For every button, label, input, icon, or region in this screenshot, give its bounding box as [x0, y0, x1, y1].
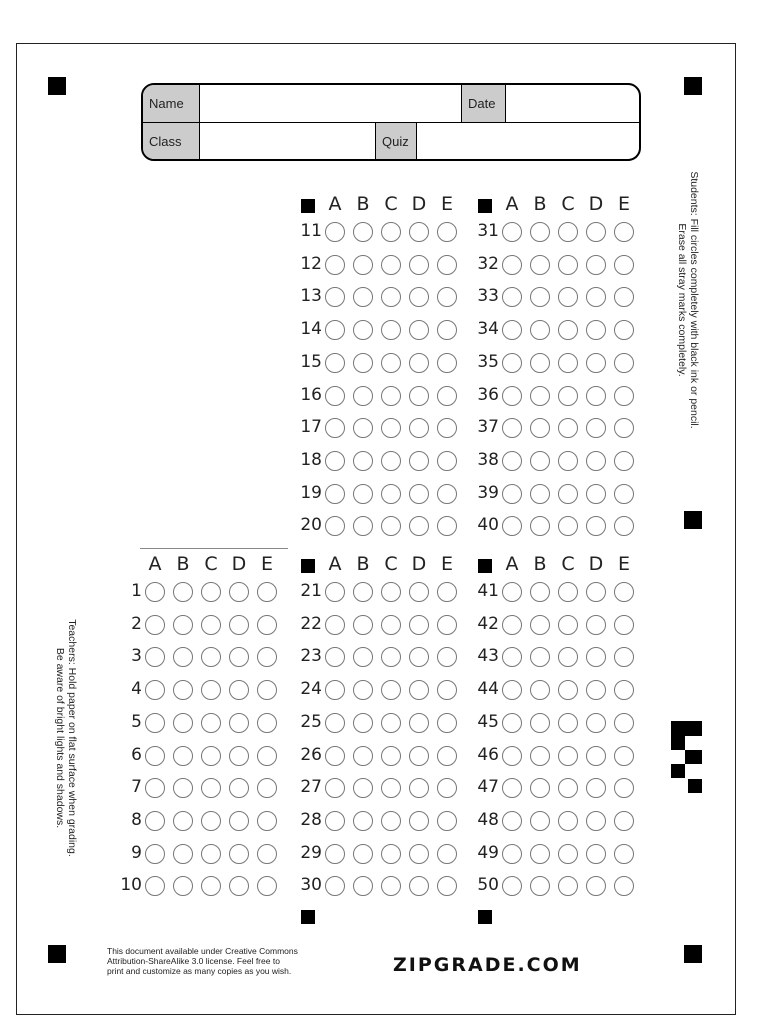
answer-bubble-q32-d[interactable]	[586, 255, 606, 275]
teacher-instructions-line: Be aware of bright lights and shadows.	[54, 647, 66, 829]
answer-bubble-q6-d[interactable]	[229, 746, 249, 766]
license-line: Attribution-ShareAlike 3.0 license. Feel free to	[107, 956, 280, 966]
choice-header-b: B	[176, 553, 190, 575]
choice-header-d: D	[588, 553, 604, 575]
answer-bubble-q25-d[interactable]	[409, 713, 429, 733]
answer-bubble-q39-e[interactable]	[614, 484, 634, 504]
answer-bubble-q42-a[interactable]	[502, 615, 522, 635]
answer-bubble-q22-d[interactable]	[409, 615, 429, 635]
answer-bubble-q36-e[interactable]	[614, 386, 634, 406]
answer-bubble-q24-b[interactable]	[353, 680, 373, 700]
answer-bubble-q11-b[interactable]	[353, 222, 373, 242]
answer-bubble-q49-e[interactable]	[614, 844, 634, 864]
answer-bubble-q11-c[interactable]	[381, 222, 401, 242]
answer-bubble-q1-c[interactable]	[201, 582, 221, 602]
answer-bubble-q45-e[interactable]	[614, 713, 634, 733]
question-number: 12	[300, 253, 322, 274]
answer-bubble-q36-a[interactable]	[502, 386, 522, 406]
question-number: 46	[477, 744, 499, 765]
choice-header-e: E	[260, 553, 273, 575]
question-number: 7	[131, 777, 142, 798]
question-number: 30	[300, 875, 322, 896]
answer-bubble-q21-b[interactable]	[353, 582, 373, 602]
answer-bubble-q25-b[interactable]	[353, 713, 373, 733]
answer-bubble-q16-b[interactable]	[353, 386, 373, 406]
answer-bubble-q25-a[interactable]	[325, 713, 345, 733]
divider	[416, 123, 417, 159]
class-label: Class	[143, 123, 199, 159]
registration-mark-mid-right	[684, 511, 702, 529]
answer-bubble-q48-a[interactable]	[502, 811, 522, 831]
answer-bubble-q39-a[interactable]	[502, 484, 522, 504]
answer-bubble-q46-b[interactable]	[530, 746, 550, 766]
answer-bubble-q16-d[interactable]	[409, 386, 429, 406]
quiz-field[interactable]	[417, 123, 639, 159]
answer-bubble-q5-b[interactable]	[173, 713, 193, 733]
answer-bubble-q31-d[interactable]	[586, 222, 606, 242]
answer-bubble-q2-a[interactable]	[145, 615, 165, 635]
answer-bubble-q41-d[interactable]	[586, 582, 606, 602]
choice-header-c: C	[384, 553, 398, 575]
answer-bubble-q35-e[interactable]	[614, 353, 634, 373]
timing-mark	[301, 559, 315, 573]
answer-bubble-q19-a[interactable]	[325, 484, 345, 504]
choice-header-d: D	[411, 553, 427, 575]
answer-bubble-q49-c[interactable]	[558, 844, 578, 864]
choice-header-a: A	[505, 553, 519, 575]
answer-bubble-q35-a[interactable]	[502, 353, 522, 373]
answer-bubble-q34-b[interactable]	[530, 320, 550, 340]
question-number: 20	[300, 515, 322, 536]
answer-bubble-q4-d[interactable]	[229, 680, 249, 700]
divider	[143, 122, 639, 123]
answer-bubble-q38-d[interactable]	[586, 451, 606, 471]
choice-header-b: B	[533, 193, 547, 215]
question-number: 27	[300, 777, 322, 798]
answer-bubble-q2-d[interactable]	[229, 615, 249, 635]
answer-bubble-q4-e[interactable]	[257, 680, 277, 700]
timing-mark	[301, 199, 315, 213]
question-number: 41	[477, 581, 499, 601]
question-number: 8	[131, 809, 142, 830]
divider	[199, 85, 200, 159]
answer-bubble-q21-c[interactable]	[381, 582, 401, 602]
answer-bubble-q39-c[interactable]	[558, 484, 578, 504]
answer-bubble-q21-d[interactable]	[409, 582, 429, 602]
answer-bubble-q42-e[interactable]	[614, 615, 634, 635]
answer-bubble-q25-c[interactable]	[381, 713, 401, 733]
answer-bubble-q14-b[interactable]	[353, 320, 373, 340]
student-instructions-line: Students: Fill circles completely with black ink or pencil.	[688, 171, 700, 429]
answer-bubble-q18-c[interactable]	[381, 451, 401, 471]
question-number: 47	[477, 777, 499, 798]
answer-bubble-q41-b[interactable]	[530, 582, 550, 602]
answer-bubble-q26-c[interactable]	[381, 746, 401, 766]
question-number: 37	[477, 417, 499, 438]
answer-bubble-q45-d[interactable]	[586, 713, 606, 733]
answer-bubble-q15-e[interactable]	[437, 353, 457, 373]
license-line: print and customize as many copies as you wish.	[107, 966, 292, 976]
question-number: 24	[300, 679, 322, 700]
question-number: 4	[131, 679, 142, 700]
teacher-instructions-line: Teachers: Hold paper on flat surface when grading.	[66, 619, 78, 857]
choice-header-a: A	[148, 553, 162, 575]
question-number: 35	[477, 351, 499, 372]
question-number: 2	[131, 613, 142, 634]
answer-bubble-q16-c[interactable]	[381, 386, 401, 406]
choice-header-d: D	[231, 553, 247, 575]
answer-bubble-q2-c[interactable]	[201, 615, 221, 635]
question-number: 50	[477, 875, 499, 896]
question-number: 28	[300, 809, 322, 830]
choice-header-b: B	[356, 193, 370, 215]
student-instructions	[676, 171, 700, 428]
answer-bubble-q8-a[interactable]	[145, 811, 165, 831]
answer-bubble-q44-b[interactable]	[530, 680, 550, 700]
question-number: 9	[131, 842, 142, 863]
class-field[interactable]	[200, 123, 375, 159]
answer-bubble-q38-c[interactable]	[558, 451, 578, 471]
answer-bubble-q29-e[interactable]	[437, 844, 457, 864]
brand-logo: ZIPGRADE.COM	[393, 954, 582, 976]
question-number: 23	[300, 646, 322, 667]
question-number: 31	[477, 221, 499, 241]
answer-bubble-q35-b[interactable]	[530, 353, 550, 373]
choice-header-a: A	[328, 193, 342, 215]
question-number: 6	[131, 744, 142, 765]
answer-bubble-q12-b[interactable]	[353, 255, 373, 275]
question-number: 32	[477, 253, 499, 274]
answer-bubble-q41-c[interactable]	[558, 582, 578, 602]
question-number: 3	[131, 646, 142, 667]
choice-header-c: C	[384, 193, 398, 215]
question-number: 11	[300, 221, 322, 241]
choice-header-c: C	[561, 193, 575, 215]
answer-bubble-q42-b[interactable]	[530, 615, 550, 635]
name-label: Name	[143, 85, 199, 122]
answer-bubble-q48-b[interactable]	[530, 811, 550, 831]
answer-bubble-q24-e[interactable]	[437, 680, 457, 700]
answer-bubble-q14-c[interactable]	[381, 320, 401, 340]
answer-bubble-q9-c[interactable]	[201, 844, 221, 864]
answer-bubble-q32-c[interactable]	[558, 255, 578, 275]
answer-bubble-q1-e[interactable]	[257, 582, 277, 602]
answer-bubble-q11-a[interactable]	[325, 222, 345, 242]
answer-bubble-q29-c[interactable]	[381, 844, 401, 864]
answer-bubble-q12-e[interactable]	[437, 255, 457, 275]
answer-bubble-q6-b[interactable]	[173, 746, 193, 766]
question-number: 18	[300, 449, 322, 470]
answer-bubble-q29-b[interactable]	[353, 844, 373, 864]
registration-mark-top-left	[48, 77, 66, 95]
answer-bubble-q12-c[interactable]	[381, 255, 401, 275]
answer-bubble-q48-c[interactable]	[558, 811, 578, 831]
answer-bubble-q5-d[interactable]	[229, 713, 249, 733]
answer-bubble-q15-d[interactable]	[409, 353, 429, 373]
answer-bubble-q2-b[interactable]	[173, 615, 193, 635]
answer-bubble-q12-a[interactable]	[325, 255, 345, 275]
choice-header-b: B	[356, 553, 370, 575]
answer-bubble-q5-c[interactable]	[201, 713, 221, 733]
answer-bubble-q32-a[interactable]	[502, 255, 522, 275]
answer-bubble-q19-b[interactable]	[353, 484, 373, 504]
question-number: 17	[300, 417, 322, 438]
answer-bubble-q42-d[interactable]	[586, 615, 606, 635]
question-number: 10	[120, 875, 142, 896]
id-code-block	[688, 779, 702, 793]
answer-bubble-q11-d[interactable]	[409, 222, 429, 242]
registration-mark-bottom-left	[48, 945, 66, 963]
answer-bubble-q46-d[interactable]	[586, 746, 606, 766]
choice-header-c: C	[561, 553, 575, 575]
answer-bubble-q24-a[interactable]	[325, 680, 345, 700]
date-field[interactable]	[506, 85, 639, 122]
answer-bubble-q26-b[interactable]	[353, 746, 373, 766]
answer-bubble-q9-d[interactable]	[229, 844, 249, 864]
quiz-label: Quiz	[376, 123, 416, 159]
answer-bubble-q8-b[interactable]	[173, 811, 193, 831]
column-header-rule	[140, 548, 288, 549]
answer-bubble-q12-d[interactable]	[409, 255, 429, 275]
timing-mark	[478, 559, 492, 573]
answer-bubble-q45-a[interactable]	[502, 713, 522, 733]
question-number: 49	[477, 842, 499, 863]
answer-bubble-q32-e[interactable]	[614, 255, 634, 275]
date-label: Date	[462, 85, 505, 122]
teacher-instructions	[54, 619, 78, 857]
answer-bubble-q46-a[interactable]	[502, 746, 522, 766]
answer-bubble-q4-b[interactable]	[173, 680, 193, 700]
divider	[375, 123, 376, 159]
answer-bubble-q42-c[interactable]	[558, 615, 578, 635]
answer-bubble-q2-e[interactable]	[257, 615, 277, 635]
answer-bubble-q31-b[interactable]	[530, 222, 550, 242]
registration-mark-bottom-right	[684, 945, 702, 963]
answer-bubble-q22-b[interactable]	[353, 615, 373, 635]
answer-bubble-q15-a[interactable]	[325, 353, 345, 373]
answer-bubble-q5-e[interactable]	[257, 713, 277, 733]
answer-bubble-q9-a[interactable]	[145, 844, 165, 864]
answer-bubble-q45-c[interactable]	[558, 713, 578, 733]
answer-bubble-q48-d[interactable]	[586, 811, 606, 831]
answer-bubble-q49-b[interactable]	[530, 844, 550, 864]
divider	[461, 85, 462, 122]
divider	[505, 85, 506, 122]
timing-mark	[478, 199, 492, 213]
answer-bubble-q14-e[interactable]	[437, 320, 457, 340]
answer-bubble-q16-e[interactable]	[437, 386, 457, 406]
answer-bubble-q5-a[interactable]	[145, 713, 165, 733]
answer-bubble-q21-e[interactable]	[437, 582, 457, 602]
answer-bubble-q31-c[interactable]	[558, 222, 578, 242]
answer-bubble-q34-c[interactable]	[558, 320, 578, 340]
answer-bubble-q44-e[interactable]	[614, 680, 634, 700]
answer-bubble-q28-b[interactable]	[353, 811, 373, 831]
answer-bubble-q11-e[interactable]	[437, 222, 457, 242]
answer-bubble-q38-b[interactable]	[530, 451, 550, 471]
answer-bubble-q34-e[interactable]	[614, 320, 634, 340]
answer-bubble-q35-d[interactable]	[586, 353, 606, 373]
question-number: 13	[300, 286, 322, 307]
question-number: 15	[300, 351, 322, 372]
answer-bubble-q32-b[interactable]	[530, 255, 550, 275]
answer-bubble-q26-a[interactable]	[325, 746, 345, 766]
answer-bubble-q46-c[interactable]	[558, 746, 578, 766]
answer-bubble-q25-e[interactable]	[437, 713, 457, 733]
answer-bubble-q41-a[interactable]	[502, 582, 522, 602]
question-number: 16	[300, 384, 322, 405]
answer-bubble-q16-a[interactable]	[325, 386, 345, 406]
answer-bubble-q38-a[interactable]	[502, 451, 522, 471]
answer-bubble-q28-e[interactable]	[437, 811, 457, 831]
answer-bubble-q14-a[interactable]	[325, 320, 345, 340]
answer-bubble-q26-d[interactable]	[409, 746, 429, 766]
choice-header-c: C	[204, 553, 218, 575]
question-number: 36	[477, 384, 499, 405]
answer-bubble-q31-e[interactable]	[614, 222, 634, 242]
answer-bubble-q8-c[interactable]	[201, 811, 221, 831]
answer-bubble-q1-d[interactable]	[229, 582, 249, 602]
timing-mark	[301, 910, 315, 924]
answer-bubble-q38-e[interactable]	[614, 451, 634, 471]
answer-bubble-q19-d[interactable]	[409, 484, 429, 504]
question-number: 45	[477, 711, 499, 732]
id-code-block	[685, 750, 702, 764]
choice-header-b: B	[533, 553, 547, 575]
answer-bubble-q45-b[interactable]	[530, 713, 550, 733]
answer-bubble-q8-d[interactable]	[229, 811, 249, 831]
question-number: 22	[300, 613, 322, 634]
answer-bubble-q9-e[interactable]	[257, 844, 277, 864]
answer-bubble-q29-d[interactable]	[409, 844, 429, 864]
answer-bubble-q44-d[interactable]	[586, 680, 606, 700]
answer-bubble-q4-a[interactable]	[145, 680, 165, 700]
answer-bubble-q19-c[interactable]	[381, 484, 401, 504]
answer-bubble-q35-c[interactable]	[558, 353, 578, 373]
student-info-box	[141, 83, 641, 161]
answer-bubble-q15-b[interactable]	[353, 353, 373, 373]
answer-bubble-q6-a[interactable]	[145, 746, 165, 766]
question-number: 5	[131, 711, 142, 732]
answer-bubble-q49-a[interactable]	[502, 844, 522, 864]
choice-header-e: E	[440, 193, 453, 215]
answer-bubble-q22-c[interactable]	[381, 615, 401, 635]
answer-bubble-q44-a[interactable]	[502, 680, 522, 700]
answer-bubble-q34-a[interactable]	[502, 320, 522, 340]
timing-mark	[478, 910, 492, 924]
answer-bubble-q34-d[interactable]	[586, 320, 606, 340]
choice-header-d: D	[411, 193, 427, 215]
question-number: 25	[300, 711, 322, 732]
answer-bubble-q4-c[interactable]	[201, 680, 221, 700]
question-number: 43	[477, 646, 499, 667]
license-notice	[107, 946, 347, 976]
answer-bubble-q28-d[interactable]	[409, 811, 429, 831]
answer-bubble-q39-b[interactable]	[530, 484, 550, 504]
answer-bubble-q1-a[interactable]	[145, 582, 165, 602]
answer-bubble-q1-b[interactable]	[173, 582, 193, 602]
choice-header-d: D	[588, 193, 604, 215]
answer-bubble-q39-d[interactable]	[586, 484, 606, 504]
answer-bubble-q44-c[interactable]	[558, 680, 578, 700]
question-number: 34	[477, 319, 499, 340]
question-number: 21	[300, 581, 322, 601]
answer-bubble-q24-c[interactable]	[381, 680, 401, 700]
answer-bubble-q22-a[interactable]	[325, 615, 345, 635]
answer-bubble-q48-e[interactable]	[614, 811, 634, 831]
answer-bubble-q36-c[interactable]	[558, 386, 578, 406]
question-number: 39	[477, 482, 499, 503]
id-code-block	[671, 764, 685, 778]
choice-header-a: A	[505, 193, 519, 215]
answer-bubble-q22-e[interactable]	[437, 615, 457, 635]
question-number: 48	[477, 809, 499, 830]
answer-bubble-q18-b[interactable]	[353, 451, 373, 471]
question-number: 19	[300, 482, 322, 503]
answer-bubble-q28-a[interactable]	[325, 811, 345, 831]
answer-bubble-q19-e[interactable]	[437, 484, 457, 504]
choice-header-e: E	[617, 553, 630, 575]
question-number: 40	[477, 515, 499, 536]
license-line: This document available under Creative Commons	[107, 946, 298, 956]
answer-bubble-q18-a[interactable]	[325, 451, 345, 471]
answer-bubble-q24-d[interactable]	[409, 680, 429, 700]
answer-bubble-q29-a[interactable]	[325, 844, 345, 864]
question-number: 38	[477, 449, 499, 470]
answer-bubble-q6-e[interactable]	[257, 746, 277, 766]
answer-bubble-q28-c[interactable]	[381, 811, 401, 831]
answer-bubble-q18-e[interactable]	[437, 451, 457, 471]
student-instructions-line: Erase all stray marks completely.	[676, 223, 688, 377]
answer-bubble-q41-e[interactable]	[614, 582, 634, 602]
registration-mark-top-right	[684, 77, 702, 95]
answer-bubble-q36-d[interactable]	[586, 386, 606, 406]
question-number: 42	[477, 613, 499, 634]
question-number: 29	[300, 842, 322, 863]
answer-bubble-q15-c[interactable]	[381, 353, 401, 373]
answer-bubble-q8-e[interactable]	[257, 811, 277, 831]
answer-bubble-q6-c[interactable]	[201, 746, 221, 766]
answer-bubble-q49-d[interactable]	[586, 844, 606, 864]
question-number: 44	[477, 679, 499, 700]
answer-bubble-q31-a[interactable]	[502, 222, 522, 242]
choice-header-e: E	[617, 193, 630, 215]
choice-header-a: A	[328, 553, 342, 575]
name-field[interactable]	[200, 85, 461, 122]
answer-bubble-q18-d[interactable]	[409, 451, 429, 471]
answer-bubble-q9-b[interactable]	[173, 844, 193, 864]
choice-header-e: E	[440, 553, 453, 575]
answer-bubble-q36-b[interactable]	[530, 386, 550, 406]
answer-bubble-q14-d[interactable]	[409, 320, 429, 340]
answer-bubble-q26-e[interactable]	[437, 746, 457, 766]
answer-bubble-q46-e[interactable]	[614, 746, 634, 766]
question-number: 33	[477, 286, 499, 307]
question-number: 1	[131, 581, 142, 601]
question-number: 14	[300, 319, 322, 340]
answer-bubble-q21-a[interactable]	[325, 582, 345, 602]
id-code-block	[671, 736, 685, 750]
id-code-block	[671, 721, 702, 736]
question-number: 26	[300, 744, 322, 765]
